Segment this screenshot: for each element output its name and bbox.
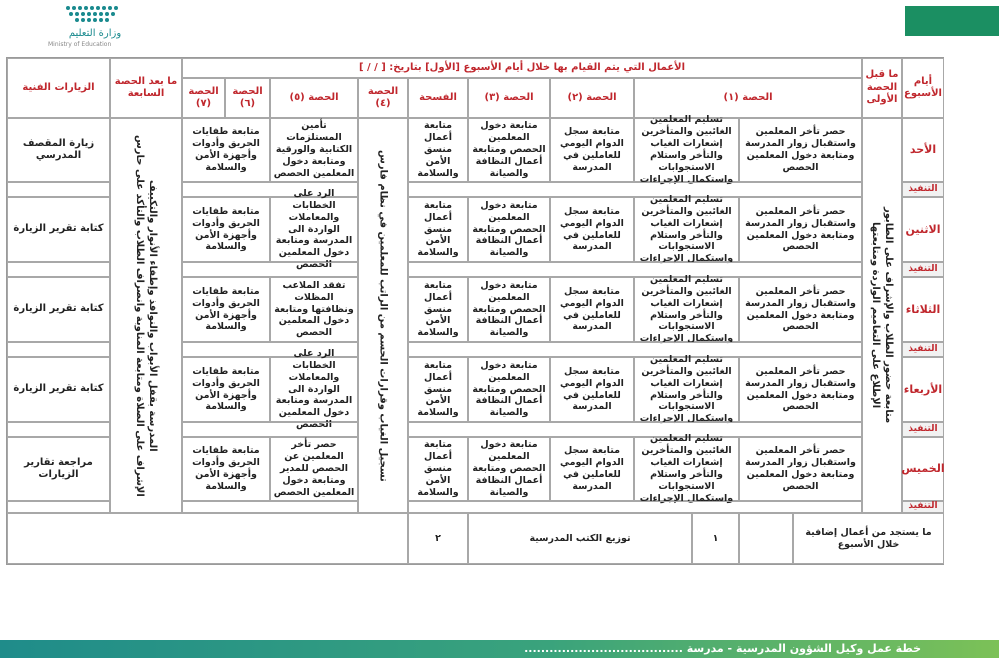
- period-3-task: متابعة دخول المعلمين الحصص ومتابعة أعمال النظافة والصيانة: [468, 437, 550, 501]
- header-main-title: الأعمال التي يتم القيام بها خلال أيام الأسبوع [الأول] بتاريخ: [ / / ]: [182, 58, 862, 78]
- period-1-task: حصر تأخر المعلمين واستقبال زوار المدرسة ومتابعة دخول المعلمين الحصص: [739, 437, 862, 501]
- period-5-task: الرد على الخطابات والمعاملات الواردة الى المدرسة ومتابعة دخول المعلمين الحصص: [270, 357, 358, 422]
- additional-item-2: توزيع الكتب المدرسية: [468, 513, 692, 564]
- execution-label: التنفيذ: [902, 262, 944, 277]
- header-period-4: الحصة (٤): [358, 78, 408, 118]
- header-period-7: الحصة (٧): [182, 78, 225, 118]
- period-3-task: متابعة دخول المعلمين الحصص ومتابعة أعمال النظافة والصيانة: [468, 197, 550, 262]
- period-2-task: متابعة سجل الدوام اليومي للعاملين في المدرسة: [550, 437, 634, 501]
- break-task: متابعة أعمال منسق الأمن والسلامة: [408, 118, 468, 182]
- break-task: متابعة أعمال منسق الأمن والسلامة: [408, 357, 468, 422]
- tech-visit: مراجعة تقارير الزيارات: [7, 437, 110, 501]
- period-1-task-b: تسليم المعلمين الغائبين والمتأخرين إشعارات الغياب والتأخر واستلام الاستجوابات واستكمال الإجراءات: [634, 277, 739, 342]
- execution-cell[interactable]: [408, 262, 862, 277]
- execution-cell[interactable]: [7, 501, 110, 513]
- period-1-task-b: تسليم المعلمين الغائبين والمتأخرين إشعارات الغياب والتأخر واستلام الاستجوابات واستكمال الإجراءات: [634, 118, 739, 182]
- period-6-7-task: متابعة طفايات الحريق وأدوات وأجهزة الأمن والسلامة: [182, 197, 270, 262]
- header-period-3: الحصة (٣): [468, 78, 550, 118]
- period-1-task: حصر تأخر المعلمين واستقبال زوار المدرسة ومتابعة دخول المعلمين الحصص: [739, 357, 862, 422]
- ministry-logo: [40, 4, 150, 50]
- execution-cell[interactable]: [408, 342, 862, 357]
- tech-visit: كتابة تقرير الزيارة: [7, 277, 110, 342]
- period-6-7-task: متابعة طفايات الحريق وأدوات وأجهزة الأمن والسلامة: [182, 437, 270, 501]
- period-3-task: متابعة دخول المعلمين الحصص ومتابعة أعمال النظافة والصيانة: [468, 118, 550, 182]
- period-1-task: حصر تأخر المعلمين واستقبال زوار المدرسة ومتابعة دخول المعلمين الحصص: [739, 277, 862, 342]
- period-6-7-task: متابعة طفايات الحريق وأدوات وأجهزة الأمن والسلامة: [182, 277, 270, 342]
- before-first-text-a: متابعة حضور الطلاب والإشراف على الطابور: [883, 207, 894, 424]
- header-after-seventh: ما بعد الحصة السابعة: [110, 58, 182, 118]
- execution-cell[interactable]: [182, 262, 358, 277]
- execution-cell[interactable]: [408, 182, 862, 197]
- day-name: الثلاثاء: [902, 277, 944, 342]
- tech-visit: كتابة تقرير الزيارة: [7, 197, 110, 262]
- tech-visit: كتابة تقرير الزيارة: [7, 357, 110, 422]
- execution-cell[interactable]: [7, 262, 110, 277]
- additional-item-number-2: ٢: [408, 513, 468, 564]
- period-2-task: متابعة سجل الدوام اليومي للعاملين في المدرسة: [550, 118, 634, 182]
- header-period-1: الحصة (١): [634, 78, 862, 118]
- period-5-task: تفقد الملاعب المظلات ونظافتها ومتابعة دخول المعلمين الحصص: [270, 277, 358, 342]
- period-4-text: تسجيل الغياب وقرارات الحسم من الراتب للمعلمين في نظام فارس: [377, 149, 389, 482]
- execution-cell[interactable]: [7, 182, 110, 197]
- period-5-task: حصر تأخر المعلمين عن الحصص للمدير ومتابعة دخول المعلمين الحصص: [270, 437, 358, 501]
- period-5-task: الرد على الخطابات والمعاملات الواردة الى المدرسة ومتابعة دخول المعلمين الحصص: [270, 197, 358, 262]
- header-before-first: ما قبل الحصة الأولى: [862, 58, 902, 118]
- header-period-6: الحصة (٦): [225, 78, 270, 118]
- period-2-task: متابعة سجل الدوام اليومي للعاملين في المدرسة: [550, 277, 634, 342]
- period-1-task-b: تسليم المعلمين الغائبين والمتأخرين إشعارات الغياب والتأخر واستلام الاستجوابات واستكمال الإجراءات: [634, 197, 739, 262]
- header-break: الفسحة: [408, 78, 468, 118]
- execution-cell[interactable]: [7, 422, 110, 437]
- period-1-task-b: تسليم المعلمين الغائبين والمتأخرين إشعارات الغياب والتأخر واستلام الاستجوابات واستكمال الإجراءات: [634, 357, 739, 422]
- day-name: الاثنين: [902, 197, 944, 262]
- period-3-task: متابعة دخول المعلمين الحصص ومتابعة أعمال النظافة والصيانة: [468, 277, 550, 342]
- execution-label: التنفيذ: [902, 501, 944, 513]
- footer-bar: [0, 640, 999, 658]
- break-task: متابعة أعمال منسق الأمن والسلامة: [408, 277, 468, 342]
- additional-work-label: ما يستجد من أعمال إضافية خلال الأسبوع: [793, 513, 944, 564]
- period-3-task: متابعة دخول المعلمين الحصص ومتابعة أعمال النظافة والصيانة: [468, 357, 550, 422]
- corner-accent-bar: [905, 6, 999, 36]
- weekly-plan-table: [6, 57, 944, 565]
- period-2-task: متابعة سجل الدوام اليومي للعاملين في المدرسة: [550, 357, 634, 422]
- execution-label: التنفيذ: [902, 422, 944, 437]
- after-seventh-text: الإشراف على الصلاة ومتابعة المناوبة وانصراف الطلاب والتأكد على حارس المدرسة بقفل الأبواب والنوافذ وإطفاء الأنوار والتكييف: [134, 134, 158, 497]
- period-2-task: متابعة سجل الدوام اليومي للعاملين في المدرسة: [550, 197, 634, 262]
- execution-cell[interactable]: [408, 501, 862, 513]
- tech-visit: زيارة المقصف المدرسي: [7, 118, 110, 182]
- execution-cell[interactable]: [7, 342, 110, 357]
- after-seventh-column: [110, 118, 182, 513]
- header-period-5: الحصة (٥): [270, 78, 358, 118]
- break-task: متابعة أعمال منسق الأمن والسلامة: [408, 197, 468, 262]
- day-name: الأحد: [902, 118, 944, 182]
- period-1-task: حصر تأخر المعلمين واستقبال زوار المدرسة ومتابعة دخول المعلمين الحصص: [739, 197, 862, 262]
- additional-item-number-1: ١: [692, 513, 739, 564]
- period-4-column: [358, 118, 408, 513]
- additional-work-notes[interactable]: [7, 513, 408, 564]
- execution-cell[interactable]: [408, 422, 862, 437]
- execution-cell[interactable]: [182, 501, 358, 513]
- additional-work-value[interactable]: [739, 513, 793, 564]
- header-period-2: الحصة (٢): [550, 78, 634, 118]
- day-name: الأربعاء: [902, 357, 944, 422]
- execution-cell[interactable]: [182, 422, 358, 437]
- ministry-name-en: Ministry of Education: [48, 41, 112, 48]
- day-name: الخميس: [902, 437, 944, 501]
- header-tech-visits: الزيارات الفنية: [7, 58, 110, 118]
- period-6-7-task: متابعة طفايات الحريق وأدوات وأجهزة الأمن والسلامة: [182, 357, 270, 422]
- ministry-name-ar: وزارة التعليم: [68, 28, 122, 39]
- execution-label: التنفيذ: [902, 182, 944, 197]
- period-5-task: تأمين المستلزمات الكتابية والورقية ومتابعة دخول المعلمين الحصص: [270, 118, 358, 182]
- before-first-column: [862, 118, 902, 513]
- header-week-days: أيام الأسبوع: [902, 58, 944, 118]
- before-first-text-b: الإطلاع على التعاميم الواردة ومتابعتها: [870, 222, 881, 409]
- execution-label: التنفيذ: [902, 342, 944, 357]
- period-6-7-task: متابعة طفايات الحريق وأدوات وأجهزة الأمن والسلامة: [182, 118, 270, 182]
- logo-dots-icon: [62, 4, 122, 26]
- break-task: متابعة أعمال منسق الأمن والسلامة: [408, 437, 468, 501]
- footer-title: خطة عمل وكيل الشؤون المدرسية - مدرسة ......................................: [524, 642, 921, 655]
- period-1-task: حصر تأخر المعلمين واستقبال زوار المدرسة ومتابعة دخول المعلمين الحصص: [739, 118, 862, 182]
- period-1-task-b: تسليم المعلمين الغائبين والمتأخرين إشعارات الغياب والتأخر واستلام الاستجوابات واستكمال الإجراءات: [634, 437, 739, 501]
